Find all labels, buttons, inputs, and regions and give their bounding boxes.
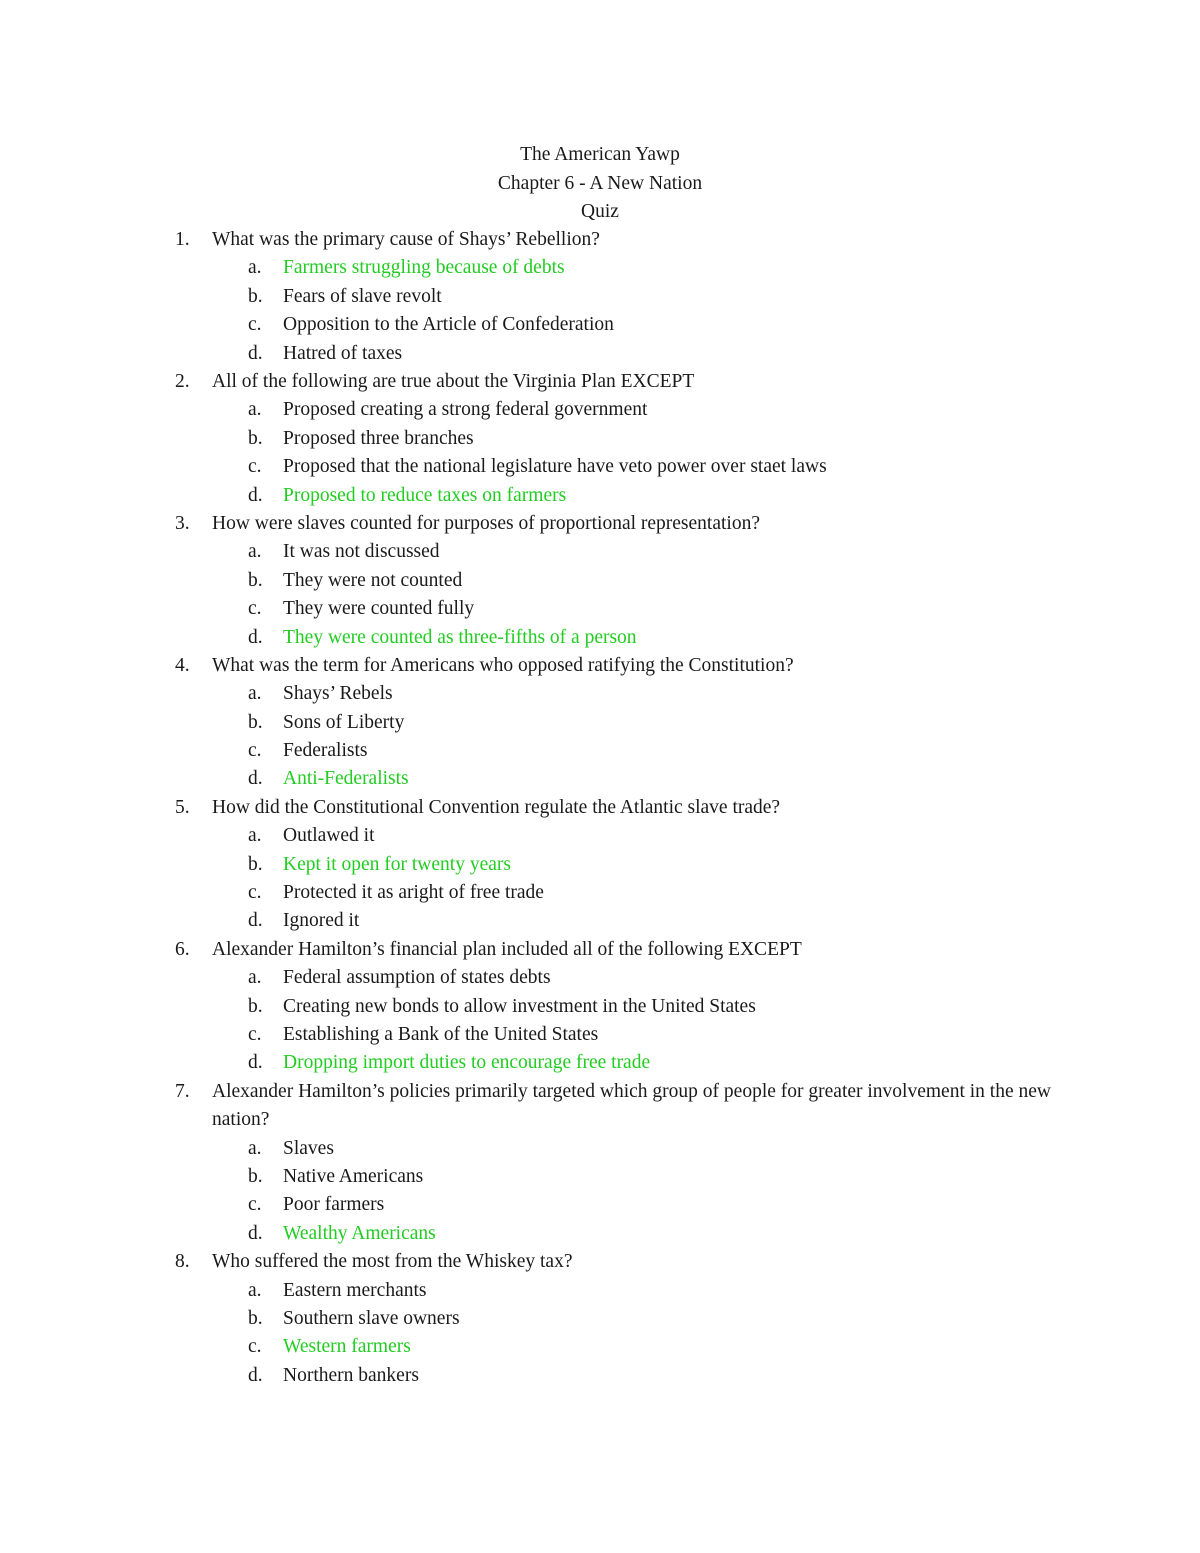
option-text: Kept it open for twenty years bbox=[283, 853, 511, 875]
option-letter: d. bbox=[248, 1052, 263, 1074]
option-text: They were not counted bbox=[283, 569, 463, 591]
option-text: Outlawed it bbox=[283, 825, 375, 847]
option-text: Eastern merchants bbox=[283, 1279, 427, 1301]
option-text: They were counted as three-fifths of a person bbox=[283, 626, 637, 648]
question-text: Alexander Hamilton’s financial plan included all of the following EXCEPT bbox=[212, 938, 802, 960]
option-letter: a. bbox=[248, 257, 262, 279]
question-text: How did the Constitutional Convention regulate the Atlantic slave trade? bbox=[212, 796, 781, 818]
option-text: Federalists bbox=[283, 740, 368, 762]
answer-option bbox=[0, 709, 1200, 737]
answer-option bbox=[0, 1362, 1200, 1390]
answer-options bbox=[0, 680, 1200, 794]
option-text: Western farmers bbox=[283, 1336, 411, 1358]
question-item bbox=[0, 794, 1200, 936]
question-item bbox=[0, 1248, 1200, 1390]
option-text: It was not discussed bbox=[283, 541, 440, 563]
option-text: Farmers struggling because of debts bbox=[283, 257, 565, 279]
question-row bbox=[0, 936, 1200, 964]
question-item bbox=[0, 226, 1200, 368]
answer-option bbox=[0, 680, 1200, 708]
answer-option bbox=[0, 425, 1200, 453]
question-text: How were slaves counted for purposes of proportional representation? bbox=[212, 512, 760, 534]
question-item bbox=[0, 510, 1200, 652]
question-number: 6. bbox=[175, 938, 190, 960]
answer-option bbox=[0, 1277, 1200, 1305]
option-text: Slaves bbox=[283, 1137, 334, 1159]
option-letter: c. bbox=[248, 456, 262, 478]
option-letter: a. bbox=[248, 683, 262, 705]
answer-option bbox=[0, 538, 1200, 566]
answer-option bbox=[0, 567, 1200, 595]
option-text: Fears of slave revolt bbox=[283, 285, 442, 307]
option-text: Protected it as aright of free trade bbox=[283, 882, 544, 904]
question-number: 1. bbox=[175, 229, 190, 250]
question-row bbox=[0, 1248, 1200, 1276]
option-letter: c. bbox=[248, 882, 262, 904]
answer-option bbox=[0, 595, 1200, 623]
option-text: Establishing a Bank of the United States bbox=[283, 1024, 599, 1046]
answer-option-correct bbox=[0, 765, 1200, 793]
question-row bbox=[0, 652, 1200, 680]
option-letter: b. bbox=[248, 1166, 263, 1188]
option-letter: d. bbox=[248, 768, 263, 790]
answer-option bbox=[0, 283, 1200, 311]
option-text: Federal assumption of states debts bbox=[283, 967, 551, 989]
option-letter: c. bbox=[248, 598, 262, 620]
document-header bbox=[0, 141, 1200, 227]
option-letter: c. bbox=[248, 314, 262, 336]
option-letter: d. bbox=[248, 626, 263, 648]
answer-options bbox=[0, 396, 1200, 510]
option-text: They were counted fully bbox=[283, 598, 475, 620]
option-letter: a. bbox=[248, 1279, 262, 1301]
answer-options bbox=[0, 822, 1200, 936]
option-text: Proposed creating a strong federal government bbox=[283, 399, 648, 421]
answer-option-correct bbox=[0, 1333, 1200, 1361]
document-title: The American Yawp bbox=[520, 144, 680, 165]
answer-option-correct bbox=[0, 851, 1200, 879]
answer-option-correct bbox=[0, 1220, 1200, 1248]
answer-option-correct bbox=[0, 1049, 1200, 1077]
option-text: Proposed to reduce taxes on farmers bbox=[283, 484, 567, 506]
answer-option bbox=[0, 340, 1200, 368]
answer-option bbox=[0, 907, 1200, 935]
option-letter: c. bbox=[248, 1336, 262, 1358]
answer-option bbox=[0, 1191, 1200, 1219]
question-row bbox=[0, 1078, 1200, 1135]
question-text: What was the primary cause of Shays’ Rebellion? bbox=[212, 229, 600, 250]
option-text: Anti-Federalists bbox=[283, 768, 409, 790]
chapter-title: Chapter 6 - A New Nation bbox=[497, 172, 703, 194]
question-number: 5. bbox=[175, 796, 190, 818]
answer-option bbox=[0, 1021, 1200, 1049]
option-text: Southern slave owners bbox=[283, 1307, 460, 1329]
question-number: 4. bbox=[175, 654, 190, 676]
option-letter: a. bbox=[248, 541, 262, 563]
question-item bbox=[0, 936, 1200, 1078]
option-text: Ignored it bbox=[283, 910, 360, 932]
question-text: Who suffered the most from the Whiskey tax? bbox=[212, 1251, 573, 1273]
question-number: 8. bbox=[175, 1251, 190, 1273]
option-letter: d. bbox=[248, 342, 263, 364]
answer-options bbox=[0, 1135, 1200, 1249]
option-letter: a. bbox=[248, 1137, 262, 1159]
option-letter: d. bbox=[248, 484, 263, 506]
option-text: Native Americans bbox=[283, 1166, 424, 1188]
answer-option bbox=[0, 737, 1200, 765]
option-letter: c. bbox=[248, 1194, 262, 1216]
question-number: 3. bbox=[175, 512, 190, 534]
answer-options bbox=[0, 538, 1200, 652]
quiz-heading: Quiz bbox=[581, 201, 619, 222]
option-letter: d. bbox=[248, 1222, 263, 1244]
option-text: Proposed that the national legislature have veto power over staet laws bbox=[283, 456, 827, 478]
option-letter: b. bbox=[248, 1307, 263, 1329]
answer-option-correct bbox=[0, 254, 1200, 282]
option-text: Sons of Liberty bbox=[283, 711, 405, 733]
option-letter: b. bbox=[248, 995, 263, 1017]
answer-option-correct bbox=[0, 624, 1200, 652]
answer-option bbox=[0, 993, 1200, 1021]
question-row bbox=[0, 226, 1200, 254]
option-letter: b. bbox=[248, 569, 263, 591]
option-letter: a. bbox=[248, 399, 262, 421]
answer-option bbox=[0, 1163, 1200, 1191]
question-text: What was the term for Americans who opposed ratifying the Constitution? bbox=[212, 654, 794, 676]
question-row bbox=[0, 510, 1200, 538]
question-row bbox=[0, 368, 1200, 396]
option-letter: b. bbox=[248, 853, 263, 875]
answer-option bbox=[0, 1305, 1200, 1333]
answer-option-correct bbox=[0, 482, 1200, 510]
option-text: Poor farmers bbox=[283, 1194, 385, 1216]
answer-option bbox=[0, 453, 1200, 481]
question-number: 7. bbox=[175, 1080, 190, 1102]
question-text: Alexander Hamilton’s policies primarily targeted which group of people for greater involvement in the new nation? bbox=[212, 1080, 1051, 1131]
option-letter: b. bbox=[248, 285, 263, 307]
option-text: Creating new bonds to allow investment in the United States bbox=[283, 995, 756, 1017]
answer-options bbox=[0, 964, 1200, 1078]
option-text: Wealthy Americans bbox=[283, 1222, 436, 1244]
option-text: Northern bankers bbox=[283, 1364, 419, 1386]
option-text: Proposed three branches bbox=[283, 427, 474, 449]
option-text: Opposition to the Article of Confederation bbox=[283, 314, 614, 336]
option-letter: d. bbox=[248, 910, 263, 932]
option-letter: c. bbox=[248, 740, 262, 762]
answer-option bbox=[0, 822, 1200, 850]
answer-option bbox=[0, 879, 1200, 907]
answer-option bbox=[0, 1135, 1200, 1163]
question-item bbox=[0, 652, 1200, 794]
option-letter: b. bbox=[248, 427, 263, 449]
answer-option bbox=[0, 396, 1200, 424]
option-letter: a. bbox=[248, 967, 262, 989]
question-text: All of the following are true about the Virginia Plan EXCEPT bbox=[212, 370, 695, 392]
answer-options bbox=[0, 254, 1200, 368]
question-list bbox=[0, 226, 1200, 1390]
option-letter: b. bbox=[248, 711, 263, 733]
answer-option bbox=[0, 311, 1200, 339]
question-row bbox=[0, 794, 1200, 822]
answer-options bbox=[0, 1277, 1200, 1391]
option-letter: a. bbox=[248, 825, 262, 847]
option-text: Shays’ Rebels bbox=[283, 683, 393, 705]
question-item bbox=[0, 368, 1200, 510]
option-letter: c. bbox=[248, 1024, 262, 1046]
option-letter: d. bbox=[248, 1364, 263, 1386]
question-item bbox=[0, 1078, 1200, 1248]
option-text: Dropping import duties to encourage free trade bbox=[283, 1052, 651, 1074]
option-text: Hatred of taxes bbox=[283, 342, 403, 364]
answer-option bbox=[0, 964, 1200, 992]
question-number: 2. bbox=[175, 370, 190, 392]
